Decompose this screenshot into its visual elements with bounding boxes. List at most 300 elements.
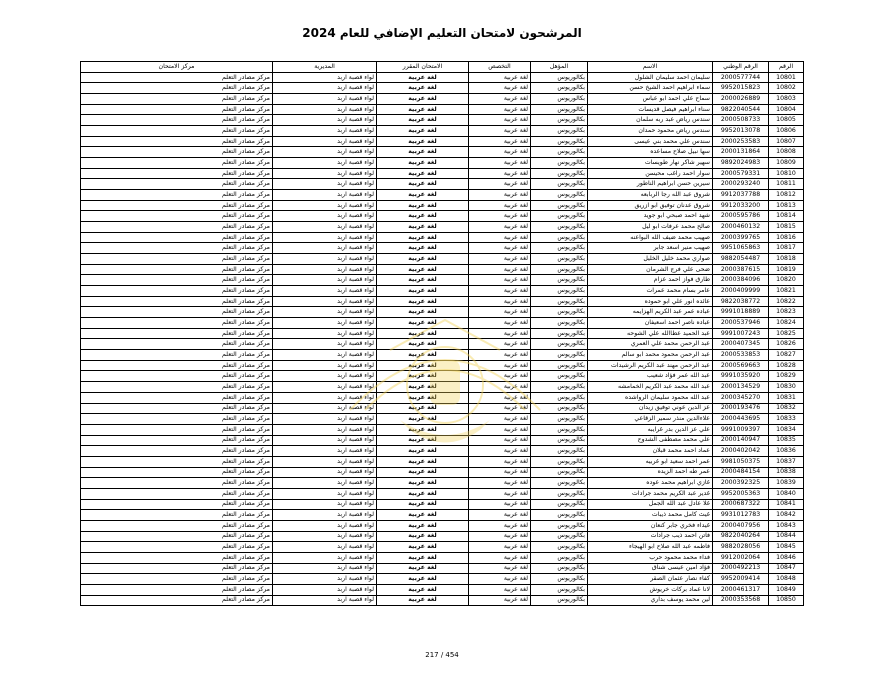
row-national-id: 2000193476 [713, 403, 769, 414]
row-directorate: لواء قصبة اربد [273, 296, 377, 307]
row-national-id: 9822040544 [713, 104, 769, 115]
row-exam: لغة عربية [377, 563, 469, 574]
row-specialization: لغة عربية [469, 350, 531, 361]
row-specialization: لغة عربية [469, 115, 531, 126]
row-national-id: 2000484154 [713, 467, 769, 478]
table-row [81, 350, 804, 361]
row-exam: لغة عربية [377, 168, 469, 179]
row-qualification: بكالوريوس [531, 414, 588, 425]
row-name: صهيب محمد ضيف الله البواعنه [588, 232, 713, 243]
row-name: سهير شاكر نهار طويسات [588, 158, 713, 169]
table-row [81, 318, 804, 329]
row-center: مركز مصادر التعلم [81, 104, 273, 115]
row-national-id: 2000253583 [713, 136, 769, 147]
row-qualification: بكالوريوس [531, 403, 588, 414]
row-exam: لغة عربية [377, 350, 469, 361]
row-exam: لغة عربية [377, 232, 469, 243]
row-name: طارق فواز احمد عزام [588, 275, 713, 286]
row-specialization: لغة عربية [469, 531, 531, 542]
row-national-id: 2000293240 [713, 179, 769, 190]
row-exam: لغة عربية [377, 190, 469, 201]
row-exam: لغة عربية [377, 200, 469, 211]
table-row [81, 467, 804, 478]
row-specialization: لغة عربية [469, 499, 531, 510]
row-directorate: لواء قصبة اربد [273, 222, 377, 233]
table-row [81, 222, 804, 233]
row-national-id: 9912002064 [713, 552, 769, 563]
row-center: مركز مصادر التعلم [81, 584, 273, 595]
row-center: مركز مصادر التعلم [81, 339, 273, 350]
row-exam: لغة عربية [377, 435, 469, 446]
row-center: مركز مصادر التعلم [81, 595, 273, 606]
row-center: مركز مصادر التعلم [81, 83, 273, 94]
table-row [81, 243, 804, 254]
row-name: شروق عبد الله رجا الربابعه [588, 190, 713, 201]
row-national-id: 2000387615 [713, 264, 769, 275]
row-national-id: 2000569663 [713, 360, 769, 371]
row-directorate: لواء قصبة اربد [273, 328, 377, 339]
row-exam: لغة عربية [377, 318, 469, 329]
row-specialization: لغة عربية [469, 254, 531, 265]
row-number: 10843 [769, 520, 804, 531]
row-exam: لغة عربية [377, 307, 469, 318]
row-name: سماء ابراهيم احمد الشيخ حسن [588, 83, 713, 94]
row-directorate: لواء قصبة اربد [273, 424, 377, 435]
row-qualification: بكالوريوس [531, 94, 588, 105]
row-directorate: لواء قصبة اربد [273, 286, 377, 297]
row-national-id: 9882054487 [713, 254, 769, 265]
row-name: عباده عمر عبد الكريم الهزايمه [588, 307, 713, 318]
row-national-id: 2000402042 [713, 446, 769, 457]
row-specialization: لغة عربية [469, 222, 531, 233]
header-qualification: المؤهل [531, 62, 588, 73]
row-directorate: لواء قصبة اربد [273, 275, 377, 286]
row-number: 10819 [769, 264, 804, 275]
row-directorate: لواء قصبة اربد [273, 435, 377, 446]
row-qualification: بكالوريوس [531, 499, 588, 510]
row-number: 10813 [769, 200, 804, 211]
row-national-id: 2000537946 [713, 318, 769, 329]
row-number: 10811 [769, 179, 804, 190]
table-row [81, 286, 804, 297]
table-body [81, 72, 804, 606]
row-specialization: لغة عربية [469, 243, 531, 254]
table-row [81, 478, 804, 489]
row-exam: لغة عربية [377, 542, 469, 553]
row-national-id: 9892024983 [713, 158, 769, 169]
row-qualification: بكالوريوس [531, 595, 588, 606]
row-name: عماد احمد محمد قبلان [588, 446, 713, 457]
row-qualification: بكالوريوس [531, 382, 588, 393]
row-name: سندس علي محمد بني عيسى [588, 136, 713, 147]
row-exam: لغة عربية [377, 510, 469, 521]
row-number: 10844 [769, 531, 804, 542]
table-row [81, 296, 804, 307]
row-exam: لغة عربية [377, 136, 469, 147]
row-name: عبد الحميد عطاالله علي الشوحه [588, 328, 713, 339]
row-name: سناء ابراهيم فيصل قديسات [588, 104, 713, 115]
row-exam: لغة عربية [377, 243, 469, 254]
row-number: 10816 [769, 232, 804, 243]
row-specialization: لغة عربية [469, 126, 531, 137]
row-name: فاتن احمد ذيب جرادات [588, 531, 713, 542]
row-name: شروق عدنان توفيق ابو ازريق [588, 200, 713, 211]
row-directorate: لواء قصبة اربد [273, 510, 377, 521]
row-specialization: لغة عربية [469, 574, 531, 585]
row-name: سندس رياض محمود حمدان [588, 126, 713, 137]
row-specialization: لغة عربية [469, 83, 531, 94]
row-specialization: لغة عربية [469, 136, 531, 147]
row-directorate: لواء قصبة اربد [273, 488, 377, 499]
row-number: 10815 [769, 222, 804, 233]
row-center: مركز مصادر التعلم [81, 211, 273, 222]
row-specialization: لغة عربية [469, 179, 531, 190]
row-name: عبد الله عمر فؤاد شعيب [588, 371, 713, 382]
table-row [81, 126, 804, 137]
row-specialization: لغة عربية [469, 595, 531, 606]
table-row [81, 328, 804, 339]
row-qualification: بكالوريوس [531, 83, 588, 94]
row-name: لين محمد يوسف بداري [588, 595, 713, 606]
row-national-id: 9931012783 [713, 510, 769, 521]
row-directorate: لواء قصبة اربد [273, 531, 377, 542]
row-center: مركز مصادر التعلم [81, 520, 273, 531]
row-number: 10828 [769, 360, 804, 371]
row-specialization: لغة عربية [469, 520, 531, 531]
table-row [81, 339, 804, 350]
row-national-id: 2000407956 [713, 520, 769, 531]
row-exam: لغة عربية [377, 456, 469, 467]
row-qualification: بكالوريوس [531, 520, 588, 531]
table-row [81, 94, 804, 105]
row-name: عبد الرحمن مهند عبد الكريم الرشيدات [588, 360, 713, 371]
row-number: 10836 [769, 446, 804, 457]
row-directorate: لواء قصبة اربد [273, 339, 377, 350]
row-directorate: لواء قصبة اربد [273, 520, 377, 531]
row-exam: لغة عربية [377, 424, 469, 435]
table-row [81, 446, 804, 457]
table-row [81, 307, 804, 318]
row-number: 10845 [769, 542, 804, 553]
row-number: 10824 [769, 318, 804, 329]
table-row [81, 414, 804, 425]
table-row [81, 275, 804, 286]
row-center: مركز مصادر التعلم [81, 200, 273, 211]
row-national-id: 2000533853 [713, 350, 769, 361]
row-number: 10833 [769, 414, 804, 425]
row-exam: لغة عربية [377, 499, 469, 510]
row-number: 10805 [769, 115, 804, 126]
row-number: 10812 [769, 190, 804, 201]
row-specialization: لغة عربية [469, 424, 531, 435]
row-qualification: بكالوريوس [531, 168, 588, 179]
row-center: مركز مصادر التعلم [81, 328, 273, 339]
row-qualification: بكالوريوس [531, 147, 588, 158]
table-row [81, 456, 804, 467]
row-national-id: 9822040264 [713, 531, 769, 542]
row-national-id: 2000461317 [713, 584, 769, 595]
row-qualification: بكالوريوس [531, 136, 588, 147]
table-row [81, 574, 804, 585]
row-exam: لغة عربية [377, 488, 469, 499]
row-national-id: 2000595786 [713, 211, 769, 222]
page-indicator: 217 / 454 [425, 651, 459, 659]
row-directorate: لواء قصبة اربد [273, 467, 377, 478]
row-number: 10803 [769, 94, 804, 105]
row-center: مركز مصادر التعلم [81, 232, 273, 243]
row-center: مركز مصادر التعلم [81, 264, 273, 275]
row-directorate: لواء قصبة اربد [273, 382, 377, 393]
row-specialization: لغة عربية [469, 552, 531, 563]
row-exam: لغة عربية [377, 264, 469, 275]
row-center: مركز مصادر التعلم [81, 94, 273, 105]
row-exam: لغة عربية [377, 403, 469, 414]
row-specialization: لغة عربية [469, 275, 531, 286]
table-row [81, 115, 804, 126]
row-specialization: لغة عربية [469, 339, 531, 350]
row-qualification: بكالوريوس [531, 467, 588, 478]
row-qualification: بكالوريوس [531, 542, 588, 553]
table-row [81, 264, 804, 275]
row-specialization: لغة عربية [469, 168, 531, 179]
row-specialization: لغة عربية [469, 456, 531, 467]
row-qualification: بكالوريوس [531, 190, 588, 201]
row-specialization: لغة عربية [469, 158, 531, 169]
row-number: 10847 [769, 563, 804, 574]
table-row [81, 254, 804, 265]
row-national-id: 9952015823 [713, 83, 769, 94]
row-number: 10814 [769, 211, 804, 222]
row-number: 10830 [769, 382, 804, 393]
row-exam: لغة عربية [377, 595, 469, 606]
row-specialization: لغة عربية [469, 488, 531, 499]
row-national-id: 2000140947 [713, 435, 769, 446]
header-exam: الامتحان المقرر [377, 62, 469, 73]
row-exam: لغة عربية [377, 446, 469, 457]
row-directorate: لواء قصبة اربد [273, 478, 377, 489]
row-exam: لغة عربية [377, 520, 469, 531]
row-exam: لغة عربية [377, 382, 469, 393]
row-exam: لغة عربية [377, 179, 469, 190]
row-center: مركز مصادر التعلم [81, 467, 273, 478]
row-directorate: لواء قصبة اربد [273, 403, 377, 414]
table-row [81, 382, 804, 393]
row-specialization: لغة عربية [469, 478, 531, 489]
row-center: مركز مصادر التعلم [81, 456, 273, 467]
header-name: الاسم [588, 62, 713, 73]
row-directorate: لواء قصبة اربد [273, 136, 377, 147]
row-center: مركز مصادر التعلم [81, 424, 273, 435]
row-directorate: لواء قصبة اربد [273, 158, 377, 169]
row-specialization: لغة عربية [469, 307, 531, 318]
row-qualification: بكالوريوس [531, 435, 588, 446]
row-center: مركز مصادر التعلم [81, 510, 273, 521]
row-number: 10818 [769, 254, 804, 265]
row-name: غيث كامل محمد ذيبات [588, 510, 713, 521]
row-number: 10822 [769, 296, 804, 307]
row-number: 10835 [769, 435, 804, 446]
row-qualification: بكالوريوس [531, 72, 588, 83]
row-specialization: لغة عربية [469, 147, 531, 158]
row-number: 10832 [769, 403, 804, 414]
row-directorate: لواء قصبة اربد [273, 499, 377, 510]
row-center: مركز مصادر التعلم [81, 392, 273, 403]
row-directorate: لواء قصبة اربد [273, 350, 377, 361]
row-number: 10840 [769, 488, 804, 499]
row-exam: لغة عربية [377, 371, 469, 382]
row-specialization: لغة عربية [469, 94, 531, 105]
row-directorate: لواء قصبة اربد [273, 147, 377, 158]
row-specialization: لغة عربية [469, 446, 531, 457]
table-row [81, 510, 804, 521]
row-exam: لغة عربية [377, 94, 469, 105]
row-number: 10808 [769, 147, 804, 158]
row-center: مركز مصادر التعلم [81, 414, 273, 425]
row-specialization: لغة عربية [469, 392, 531, 403]
row-directorate: لواء قصبة اربد [273, 190, 377, 201]
table-row [81, 563, 804, 574]
table-row [81, 531, 804, 542]
row-number: 10842 [769, 510, 804, 521]
row-directorate: لواء قصبة اربد [273, 94, 377, 105]
row-center: مركز مصادر التعلم [81, 435, 273, 446]
row-directorate: لواء قصبة اربد [273, 168, 377, 179]
row-exam: لغة عربية [377, 211, 469, 222]
row-qualification: بكالوريوس [531, 275, 588, 286]
row-national-id: 2000443695 [713, 414, 769, 425]
row-national-id: 9882028056 [713, 542, 769, 553]
row-name: صالح محمد عرفات ابو ليل [588, 222, 713, 233]
row-qualification: بكالوريوس [531, 424, 588, 435]
table-row [81, 147, 804, 158]
row-number: 10825 [769, 328, 804, 339]
row-directorate: لواء قصبة اربد [273, 307, 377, 318]
row-national-id: 2000460132 [713, 222, 769, 233]
table-row [81, 360, 804, 371]
row-name: غيداء فخري جابر كنعان [588, 520, 713, 531]
row-center: مركز مصادر التعلم [81, 286, 273, 297]
row-qualification: بكالوريوس [531, 286, 588, 297]
row-number: 10820 [769, 275, 804, 286]
row-qualification: بكالوريوس [531, 478, 588, 489]
table-row [81, 136, 804, 147]
row-national-id: 2000026889 [713, 94, 769, 105]
row-center: مركز مصادر التعلم [81, 126, 273, 137]
table-row [81, 520, 804, 531]
row-national-id: 9991018889 [713, 307, 769, 318]
row-name: عبد الله محمود سليمان الرواشده [588, 392, 713, 403]
row-name: ضحى علي فرج الشرمان [588, 264, 713, 275]
table-row [81, 200, 804, 211]
header-national-id: الرقم الوطني [713, 62, 769, 73]
row-name: سماح علي احمد ابو عباس [588, 94, 713, 105]
row-specialization: لغة عربية [469, 264, 531, 275]
row-exam: لغة عربية [377, 392, 469, 403]
row-center: مركز مصادر التعلم [81, 179, 273, 190]
row-number: 10806 [769, 126, 804, 137]
row-directorate: لواء قصبة اربد [273, 595, 377, 606]
row-national-id: 2000579331 [713, 168, 769, 179]
row-directorate: لواء قصبة اربد [273, 179, 377, 190]
row-center: مركز مصادر التعلم [81, 542, 273, 553]
row-center: مركز مصادر التعلم [81, 488, 273, 499]
row-specialization: لغة عربية [469, 318, 531, 329]
row-specialization: لغة عربية [469, 360, 531, 371]
row-exam: لغة عربية [377, 574, 469, 585]
row-specialization: لغة عربية [469, 414, 531, 425]
row-national-id: 9912037788 [713, 190, 769, 201]
table-row [81, 190, 804, 201]
row-number: 10802 [769, 83, 804, 94]
row-directorate: لواء قصبة اربد [273, 542, 377, 553]
row-national-id: 2000492213 [713, 563, 769, 574]
table-row [81, 488, 804, 499]
row-center: مركز مصادر التعلم [81, 552, 273, 563]
row-center: مركز مصادر التعلم [81, 574, 273, 585]
row-center: مركز مصادر التعلم [81, 222, 273, 233]
row-name: غلا عادل عبد الله الجمل [588, 499, 713, 510]
row-name: كفاء نصار عثمان الصقر [588, 574, 713, 585]
row-directorate: لواء قصبة اربد [273, 563, 377, 574]
row-exam: لغة عربية [377, 339, 469, 350]
row-directorate: لواء قصبة اربد [273, 254, 377, 265]
row-name: عبد الله محمد عبد الكريم الخمامشه [588, 382, 713, 393]
row-number: 10821 [769, 286, 804, 297]
row-number: 10817 [769, 243, 804, 254]
table-row [81, 392, 804, 403]
row-center: مركز مصادر التعلم [81, 147, 273, 158]
row-name: عبد الرحمن محمد علي العمري [588, 339, 713, 350]
row-directorate: لواء قصبة اربد [273, 232, 377, 243]
row-national-id: 2000345270 [713, 392, 769, 403]
row-number: 10826 [769, 339, 804, 350]
row-qualification: بكالوريوس [531, 222, 588, 233]
row-number: 10827 [769, 350, 804, 361]
row-directorate: لواء قصبة اربد [273, 360, 377, 371]
row-exam: لغة عربية [377, 72, 469, 83]
row-directorate: لواء قصبة اربد [273, 552, 377, 563]
row-number: 10841 [769, 499, 804, 510]
row-number: 10849 [769, 584, 804, 595]
row-qualification: بكالوريوس [531, 318, 588, 329]
table-row [81, 179, 804, 190]
row-directorate: لواء قصبة اربد [273, 414, 377, 425]
row-specialization: لغة عربية [469, 467, 531, 478]
row-qualification: بكالوريوس [531, 563, 588, 574]
row-exam: لغة عربية [377, 286, 469, 297]
row-national-id: 2000508733 [713, 115, 769, 126]
row-number: 10823 [769, 307, 804, 318]
row-center: مركز مصادر التعلم [81, 360, 273, 371]
row-exam: لغة عربية [377, 360, 469, 371]
row-qualification: بكالوريوس [531, 584, 588, 595]
row-center: مركز مصادر التعلم [81, 478, 273, 489]
row-qualification: بكالوريوس [531, 254, 588, 265]
row-qualification: بكالوريوس [531, 552, 588, 563]
row-exam: لغة عربية [377, 531, 469, 542]
row-exam: لغة عربية [377, 328, 469, 339]
row-center: مركز مصادر التعلم [81, 190, 273, 201]
row-name: سيرين حسن ابراهيم الناطور [588, 179, 713, 190]
row-exam: لغة عربية [377, 478, 469, 489]
header-num: الرقم [769, 62, 804, 73]
row-number: 10834 [769, 424, 804, 435]
row-national-id: 9822038772 [713, 296, 769, 307]
row-center: مركز مصادر التعلم [81, 158, 273, 169]
row-number: 10838 [769, 467, 804, 478]
row-qualification: بكالوريوس [531, 200, 588, 211]
row-center: مركز مصادر التعلم [81, 371, 273, 382]
